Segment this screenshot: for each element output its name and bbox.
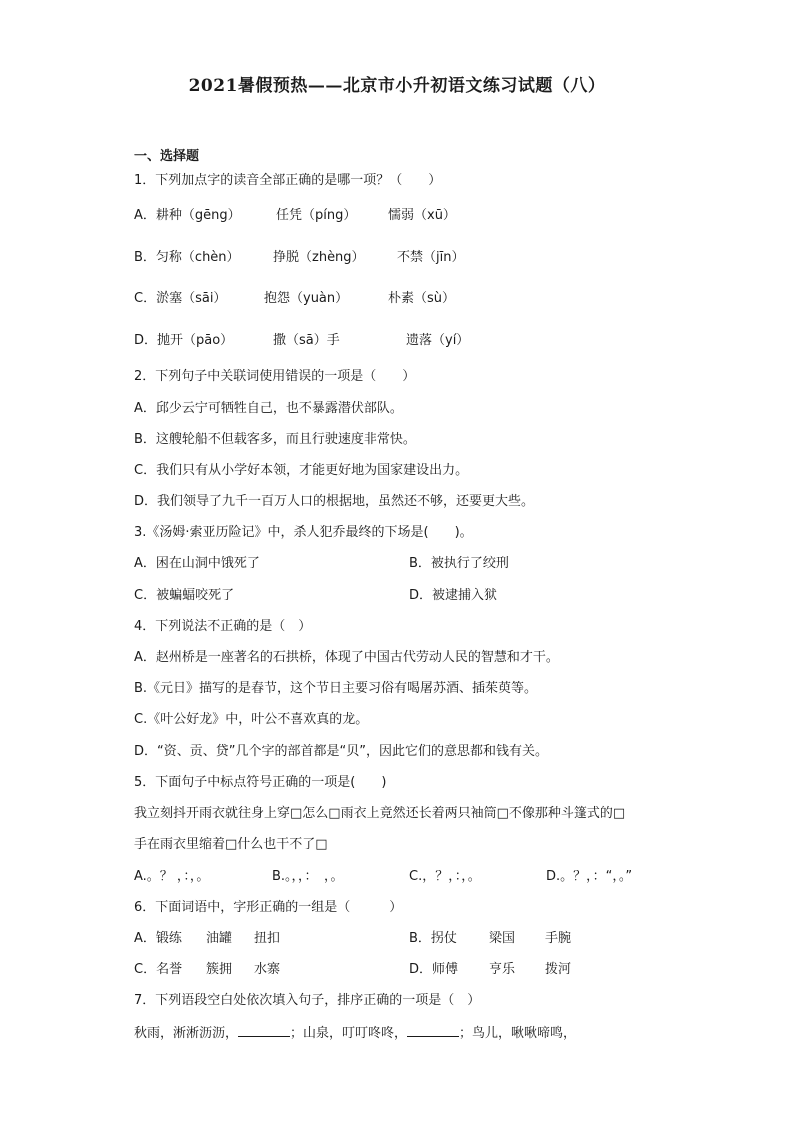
question-4-stem: 4．下列说法不正确的是（ ） <box>134 619 312 634</box>
page-title: 2021暑假预热——北京市小升初语文练习试题（八） <box>188 76 606 96</box>
fill-blank-1[interactable] <box>238 1024 290 1037</box>
question-4-option-b[interactable]: B.《元日》描写的是春节，这个节日主要习俗有喝屠苏酒、插茱萸等。 <box>134 681 538 696</box>
question-7-passage: 秋雨，淅淅沥沥， ；山泉，叮叮咚咚， ；鸟儿，啾啾啼鸣， <box>134 1026 577 1041</box>
question-3-stem: 3.《汤姆·索亚历险记》中，杀人犯乔最终的下场是( )。 <box>134 525 473 540</box>
section-heading: 一、选择题 <box>134 149 200 164</box>
question-1-option-a[interactable]: A．耕种（gēng） 任凭（píng） 懦弱（xū） <box>134 208 456 223</box>
question-5-option-c[interactable]: C.，？，：，。 <box>409 869 481 884</box>
question-6-stem: 6．下面词语中，字形正确的一组是（ ） <box>134 900 403 915</box>
question-7-stem: 7．下列语段空白处依次填入句子，排序正确的一项是（ ） <box>134 993 481 1008</box>
question-3-option-c[interactable]: C．被蝙蝠咬死了 <box>134 588 235 603</box>
question-2-option-b[interactable]: B．这艘轮船不但载客多，而且行驶速度非常快。 <box>134 432 416 447</box>
question-2-stem: 2．下列句子中关联词使用错误的一项是（ ） <box>134 369 416 384</box>
question-4-option-c[interactable]: C.《叶公好龙》中，叶公不喜欢真的龙。 <box>134 712 369 727</box>
question-1-option-c[interactable]: C．淤塞（sāi） 抱怨（yuàn） 朴素（sù） <box>134 291 456 306</box>
question-5-option-a[interactable]: A.。？ ，：，。 <box>134 869 210 884</box>
question-4-option-d[interactable]: D．“资、贡、贷”几个字的部首都是“贝”，因此它们的意思都和钱有关。 <box>134 744 548 759</box>
fill-blank-2[interactable] <box>407 1024 459 1037</box>
question-1-option-b[interactable]: B．匀称（chèn） 挣脱（zhèng） 不禁（jīn） <box>134 250 465 265</box>
question-2-option-c[interactable]: C．我们只有从小学好本领，才能更好地为国家建设出力。 <box>134 463 469 478</box>
question-6-option-b[interactable]: B．拐仗 梁国 手腕 <box>409 931 572 946</box>
question-3-option-d[interactable]: D．被逮捕入狱 <box>409 588 498 603</box>
question-1-stem: 1．下列加点字的读音全部正确的是哪一项？（ ） <box>134 173 442 188</box>
question-2-option-d[interactable]: D．我们领导了九千一百万人口的根据地，虽然还不够，还要更大些。 <box>134 494 535 509</box>
question-6-option-d[interactable]: D．师傅 亨乐 拨河 <box>409 962 572 977</box>
question-5-option-d[interactable]: D.。？，：“，。” <box>546 869 633 884</box>
question-5-passage-line-2: 手在雨衣里缩着□什么也干不了□ <box>134 837 328 852</box>
question-5-passage-line-1: 我立刻抖开雨衣就往身上穿□怎么□雨衣上竟然还长着两只袖筒□不像那种斗篷式的□ <box>134 806 626 821</box>
question-2-option-a[interactable]: A．邱少云宁可牺牲自己，也不暴露潜伏部队。 <box>134 401 403 416</box>
question-3-option-b[interactable]: B．被执行了绞刑 <box>409 556 509 571</box>
question-6-option-a[interactable]: A．锻练 油罐 扭扣 <box>134 931 281 946</box>
question-4-option-a[interactable]: A．赵州桥是一座著名的石拱桥，体现了中国古代劳动人民的智慧和才干。 <box>134 650 559 665</box>
question-1-option-d[interactable]: D．抛开（pāo） 撒（sā）手 遗落（yí） <box>134 333 470 348</box>
question-5-option-b[interactable]: B.。，，： ，。 <box>272 869 344 884</box>
question-5-stem: 5．下面句子中标点符号正确的一项是( ) <box>134 775 387 790</box>
question-3-option-a[interactable]: A．困在山洞中饿死了 <box>134 556 260 571</box>
question-6-option-c[interactable]: C．名誉 簇拥 水寨 <box>134 962 281 977</box>
